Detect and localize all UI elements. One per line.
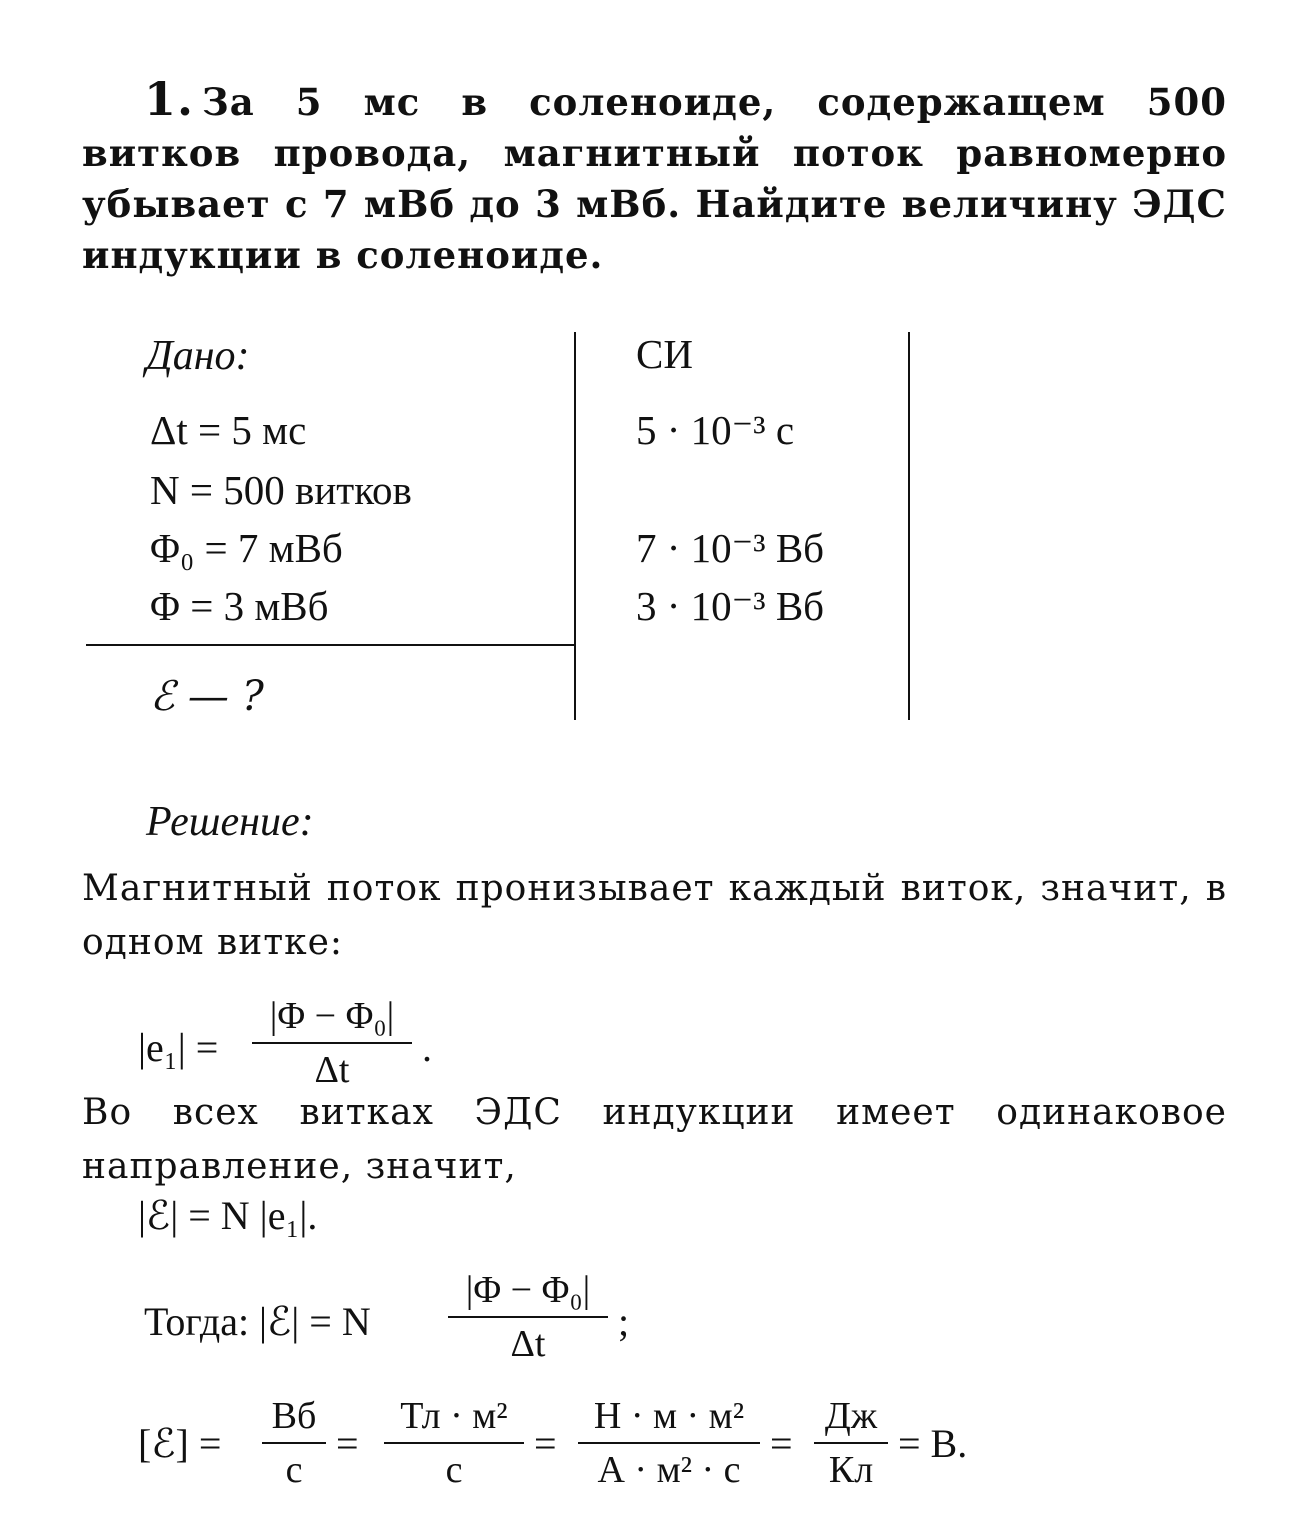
units-f4-num: Дж [824, 1395, 878, 1437]
solution-paragraph-2: Во всех витках ЭДС индукции имеет одинаковое направление, значит, [82, 1092, 1227, 1187]
units-f1-bar [262, 1442, 326, 1444]
si-row-dt: 5 · 10⁻³ с [636, 407, 795, 453]
units-fraction-1 [262, 1394, 326, 1492]
problem-text: За 5 мс в соленоиде, содержащем 500 витков провода, магнитный поток равномерно убывает с 7 мВб до 3 мВб. Найдите величину ЭДС индукции в соленоиде. [82, 80, 1227, 277]
units-f3-den: А · м² · с [597, 1449, 741, 1491]
given-si-separator [574, 332, 576, 720]
si-row-phi: 3 · 10⁻³ Вб [636, 583, 825, 629]
given-heading: Дано: [146, 333, 250, 379]
si-heading: СИ [636, 331, 693, 377]
eq3-end: ; [618, 1299, 630, 1344]
given-row-dt: Δt = 5 мс [150, 407, 307, 453]
units-f2-den: с [445, 1449, 463, 1491]
eq1-end: . [422, 1025, 432, 1070]
eq3-fraction [448, 1268, 608, 1366]
given-divider [86, 644, 576, 646]
units-eq-sign-1: = [336, 1421, 359, 1466]
units-f3-num: Н · м · м² [593, 1395, 745, 1437]
si-right-border [908, 332, 910, 720]
units-eq-sign-3: = [770, 1421, 793, 1466]
eq3-denominator: Δt [510, 1323, 546, 1365]
units-f2-num: Тл · м² [400, 1395, 508, 1437]
eq1-denominator: Δt [314, 1049, 350, 1091]
units-fraction-3 [578, 1394, 760, 1492]
eq3-numerator: |Φ − Φ₀| [465, 1269, 591, 1311]
eq1-numerator: |Φ − Φ₀| [269, 995, 395, 1037]
solution-heading: Решение: [146, 799, 314, 845]
eq1-fraction-bar [252, 1042, 412, 1044]
units-f2-bar [384, 1442, 524, 1444]
eq1-left: |e₁| = [138, 1025, 219, 1070]
eq3-left: Тогда: |ℰ| = N [144, 1299, 371, 1344]
units-result: = В. [898, 1421, 968, 1466]
units-f3-bar [578, 1442, 760, 1444]
units-eq-sign-2: = [534, 1421, 557, 1466]
eq2: |ℰ| = N |e₁|. [138, 1193, 318, 1238]
given-row-phi: Φ = 3 мВб [150, 583, 329, 629]
eq1-fraction [252, 994, 412, 1092]
si-row-phi0: 7 · 10⁻³ Вб [636, 525, 825, 571]
given-row-phi0: Φ₀ = 7 мВб [150, 525, 343, 571]
given-row-n: N = 500 витков [150, 467, 412, 513]
units-f1-num: Вб [271, 1395, 317, 1437]
problem-number: 1. [144, 72, 195, 126]
units-fraction-2 [384, 1394, 524, 1492]
units-fraction-4 [814, 1394, 888, 1492]
units-left: [ℰ] = [138, 1421, 222, 1466]
solution-paragraph-1: Магнитный поток пронизывает каждый виток, значит, в одном витке: [82, 868, 1227, 963]
problem-statement [82, 74, 1227, 281]
eq3-fraction-bar [448, 1316, 608, 1318]
units-f4-den: Кл [828, 1449, 874, 1491]
units-f1-den: с [285, 1449, 303, 1491]
unknown-emf: ℰ — ? [150, 672, 264, 720]
units-f4-bar [814, 1442, 888, 1444]
